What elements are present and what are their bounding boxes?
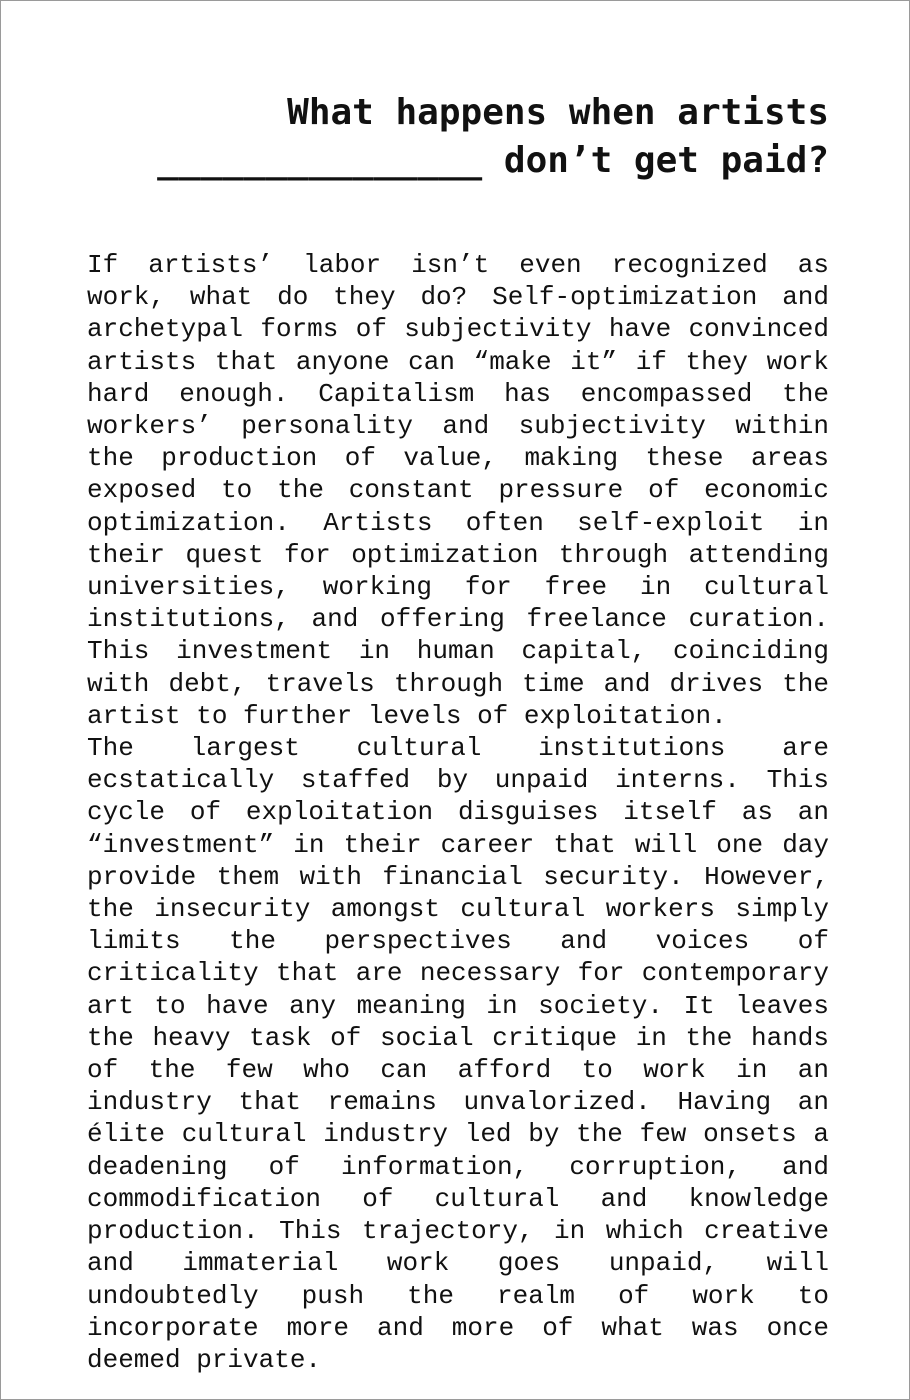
body-text <box>87 249 829 1376</box>
paragraph-2: The largest cultural institutions are ecstatically staffed by unpaid interns. This cycle of exploitation disguises itself as an “investment” in their career that will one day provide them with financial security. However, the insecurity amongst cultural workers simply limits the perspectives and voices of criticality that are necessary for contemporary art to have any meaning in society. It leaves the heavy task of social critique in the hands of the few who can afford to work in an industry that remains unvalorized. Having an élite cultural industry led by the few onsets a deadening of information, corruption, and commodification of cultural and knowledge production. This trajectory, in which creative and immaterial work goes unpaid, will undoubtedly push the realm of work to incorporate more and more of what was once deemed private. <box>87 733 829 1375</box>
page-title <box>101 89 829 185</box>
paragraph-1: If artists’ labor isn’t even recognized as work, what do they do? Self-optimization and archetypal forms of subjectivity have convinced artists that anyone can “make it” if they work hard enough. Capitalism has encompassed the workers’ personality and subjectivity within the production of value, making these areas exposed to the constant pressure of economic optimization. Artists often self-exploit in their quest for optimization through attending universities, working for free in cultural institutions, and offering freelance curation. This investment in human capital, coinciding with debt, travels through time and drives the artist to further levels of exploitation. <box>87 250 829 731</box>
title-line-2: _______________ don’t get paid? <box>157 140 829 181</box>
title-line-1: What happens when artists <box>287 92 829 133</box>
